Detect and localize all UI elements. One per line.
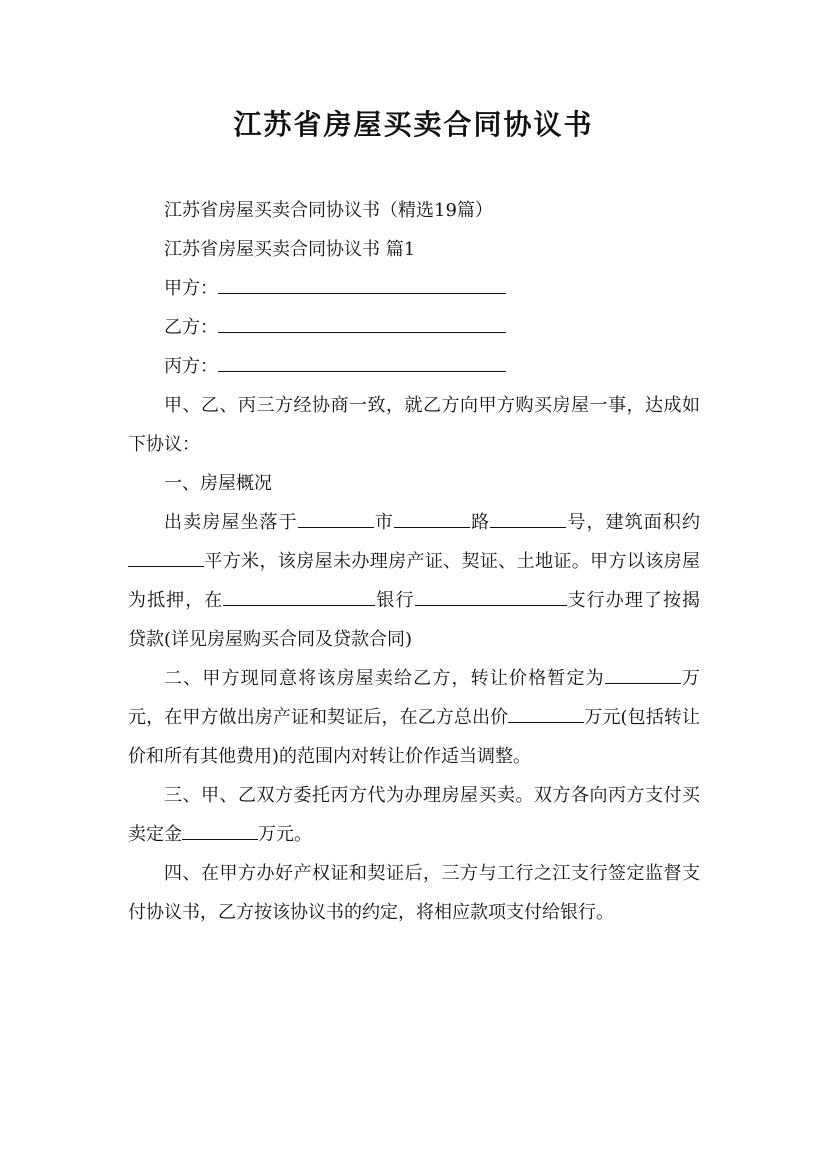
s3-text-b: 万元。 xyxy=(258,824,312,845)
party-c-blank xyxy=(218,349,506,372)
party-b-line xyxy=(128,308,700,347)
party-c-label: 丙方： xyxy=(164,356,218,377)
s2-text-c: 万元(包括转让价和所有其他费用)的范围内对转让价作适当调整。 xyxy=(128,707,700,767)
section1-paragraph xyxy=(128,503,700,659)
document-body xyxy=(128,191,700,932)
number-blank xyxy=(490,505,566,528)
subtitle: 江苏省房屋买卖合同协议书（精选19篇） xyxy=(164,200,493,221)
branch-blank xyxy=(415,583,567,606)
s1-text-f: 银行 xyxy=(375,590,415,611)
s1-text-d: 号，建筑面积约 xyxy=(566,512,701,533)
section2-paragraph xyxy=(128,659,700,776)
s1-text-c: 路 xyxy=(470,512,491,533)
road-blank xyxy=(394,505,470,528)
area-blank xyxy=(128,544,204,567)
party-a-blank xyxy=(218,271,506,294)
party-a-line xyxy=(128,269,700,308)
deposit-blank xyxy=(182,817,258,840)
party-c-line xyxy=(128,347,700,386)
s2-text-b: 万元，在甲方做出房产证和契证后，在乙方总出价 xyxy=(128,668,701,728)
chapter-heading: 江苏省房屋买卖合同协议书 篇1 xyxy=(164,239,416,260)
section1-heading: 一、房屋概况 xyxy=(164,473,272,494)
s1-text-g: 支行办理了按揭贷款(详见房屋购买合同及贷款合同) xyxy=(128,590,701,650)
party-b-label: 乙方： xyxy=(164,317,218,338)
bank-blank xyxy=(223,583,375,606)
s1-text-a: 出卖房屋坐落于 xyxy=(164,512,298,533)
price-blank xyxy=(605,661,681,684)
section3-paragraph xyxy=(128,776,700,854)
party-a-label: 甲方： xyxy=(164,278,218,299)
s3-text-a: 三、甲、乙双方委托丙方代为办理房屋买卖。双方各向丙方支付买卖定金 xyxy=(128,785,700,845)
document-title: 江苏省房屋买卖合同协议书 xyxy=(233,108,594,141)
party-b-blank xyxy=(218,310,506,333)
intro-paragraph: 甲、乙、丙三方经协商一致，就乙方向甲方购买房屋一事，达成如下协议： xyxy=(128,395,700,455)
s1-text-e: 平方米，该房屋未办理房产证、契证、土地证。甲方以该房屋为抵押，在 xyxy=(128,551,700,611)
s2-text-a: 二、甲方现同意将该房屋卖给乙方，转让价格暂定为 xyxy=(164,668,605,689)
city-blank xyxy=(298,505,374,528)
total-price-blank xyxy=(508,700,584,723)
section4-paragraph: 四、在甲方办好产权证和契证后，三方与工行之江支行签定监督支付协议书，乙方按该协议书的约定，将相应款项支付给银行。 xyxy=(128,863,700,923)
s1-text-b: 市 xyxy=(373,512,395,533)
